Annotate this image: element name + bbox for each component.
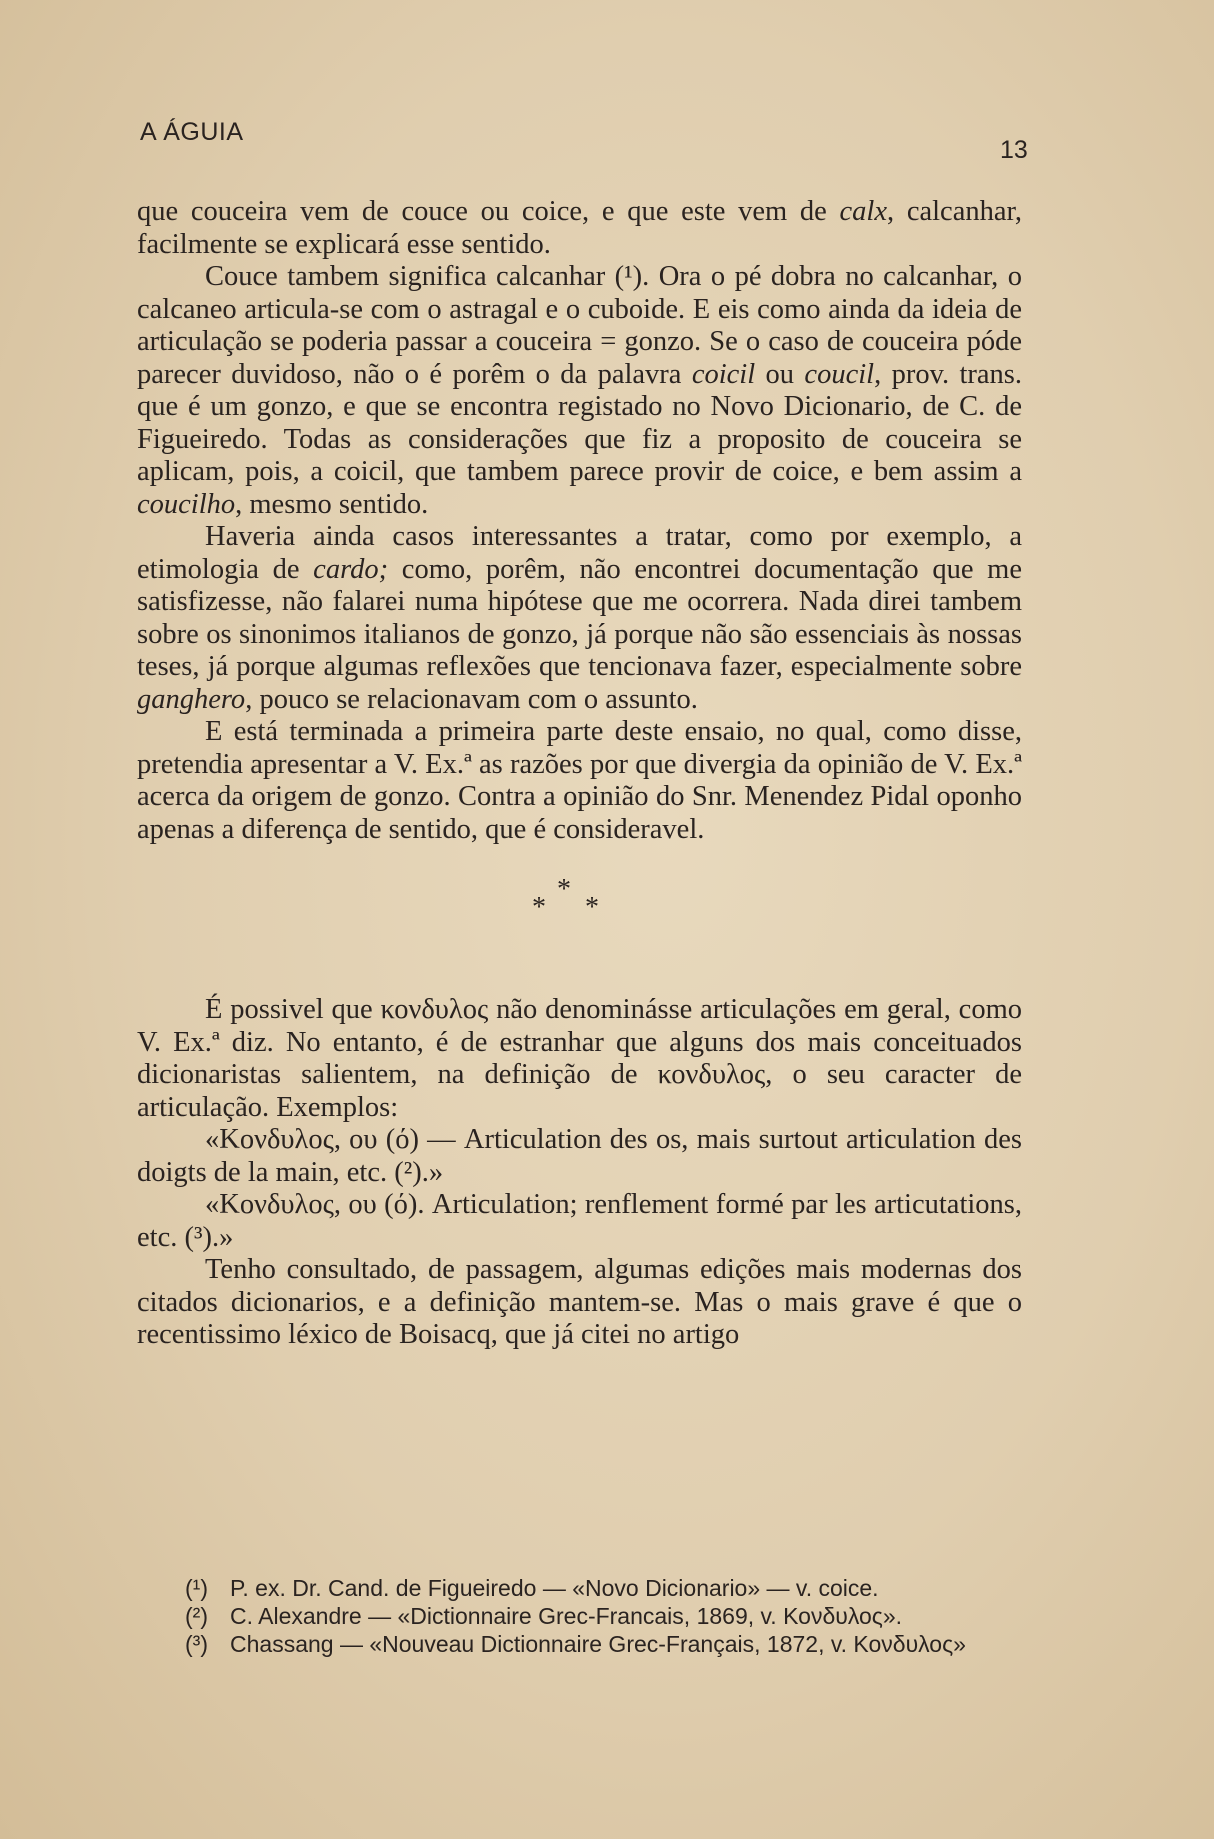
section-break-asterism	[137, 846, 1022, 994]
text-run: Haveria ainda casos interessantes a tratar, como por exemplo, a etimologia de	[137, 521, 1022, 585]
footnote-mark: (³)	[185, 1631, 208, 1657]
text-run: ou	[755, 358, 805, 390]
footnote-text: C. Alexandre — «Dictionnaire Grec-Francais, 1869, v. Κονδυλος».	[230, 1603, 903, 1629]
italic-term: coucilho	[137, 488, 236, 520]
text-run: Tenho consultado, de passagem, algumas edições mais modernas dos citados dicionarios, e a definição mantem-se. Mas o mais grave é que o recentissimo léxico de Boisacq, que já citei no artigo	[137, 1254, 1022, 1350]
text-run: «Κονδυλος, ου (ό) — Articulation des os, mais surtout articulation des doigts de la main, etc. (²).»	[137, 1124, 1022, 1188]
paragraph	[137, 1189, 1022, 1254]
italic-term: calx	[839, 196, 887, 227]
body-text	[137, 196, 1022, 1352]
paragraph	[137, 261, 1022, 521]
text-run: , prov. trans. que é um gonzo, e que se encontra registado no Novo Dicionario, de C. de Figueiredo. Todas as considerações que fiz a proposito de couceira se aplicam, pois, a coicil, que tambem parece provir de coice, e bem assim a	[137, 358, 1023, 487]
italic-term: cardo;	[313, 553, 389, 585]
text-run: Couce tambem significa calcanhar (¹). Ora o pé dobra no calcanhar, o calcaneo articula-se com o astragal e o cuboide. E eis como ainda da ideia de articulação se poderia passar a couceira = gonzo. Se o caso de couceira póde parecer duvidoso, não o é porêm o da palavra	[137, 261, 1022, 390]
asterisk: *	[557, 874, 571, 905]
footnote	[185, 1630, 1015, 1658]
footnote-mark: (¹)	[185, 1575, 208, 1601]
text-run: que couceira vem de couce ou coice, e que este vem de	[137, 196, 840, 227]
footnote	[185, 1602, 1015, 1630]
paragraph	[137, 1254, 1022, 1352]
page-number: 13	[1000, 136, 1028, 164]
italic-term: coucil	[804, 358, 875, 390]
italic-term: ganghero	[137, 683, 246, 715]
text-run: , calcanhar, facilmente se explicará esse sentido.	[137, 196, 1022, 260]
running-head: A ÁGUIA	[140, 118, 244, 146]
footnote-text: P. ex. Dr. Cand. de Figueiredo — «Novo Dicionario» — v. coice.	[230, 1575, 879, 1601]
text-run: , mesmo sentido.	[235, 488, 429, 520]
asterisk: *	[585, 892, 599, 923]
paragraph	[137, 1124, 1022, 1189]
paragraph	[137, 196, 1022, 261]
footnote-mark: (²)	[185, 1603, 208, 1629]
paragraph	[137, 994, 1022, 1124]
text-run: , pouco se relacionavam com o assunto.	[245, 683, 698, 715]
footnotes	[185, 1574, 1015, 1658]
italic-term: coicil	[691, 358, 756, 390]
paragraph	[137, 716, 1022, 846]
footnote-text: Chassang — «Nouveau Dictionnaire Grec-Français, 1872, v. Κονδυλος»	[230, 1631, 966, 1657]
text-run: É possivel que κονδυλος não denominásse articulações em geral, como V. Ex.ª diz. No entanto, é de estranhar que alguns dos mais conceituados dicionaristas salientem, na definição de κονδυλος, o seu caracter de articulação. Exemplos:	[137, 994, 1022, 1123]
asterisk: *	[532, 892, 546, 923]
text-run: como, porêm, não encontrei documentação que me satisfizesse, não falarei numa hipótese que me ocorrera. Nada direi tambem sobre os sinonimos italianos de gonzo, já porque não são essenciais às nossas teses, já porque algumas reflexões que tencionava fazer, especialmente sobre	[137, 553, 1023, 682]
footnote	[185, 1574, 1015, 1602]
text-run: E está terminada a primeira parte deste ensaio, no qual, como disse, pretendia apresentar a V. Ex.ª as razões por que divergia da opinião de V. Ex.ª acerca da origem de gonzo. Contra a opinião do Snr. Menendez Pidal oponho apenas a diferença de sentido, que é consideravel.	[137, 716, 1022, 845]
paragraph	[137, 521, 1022, 716]
text-run: «Κονδυλος, ου (ό). Articulation; renflement formé par les articutations, etc. (³).»	[137, 1189, 1022, 1253]
